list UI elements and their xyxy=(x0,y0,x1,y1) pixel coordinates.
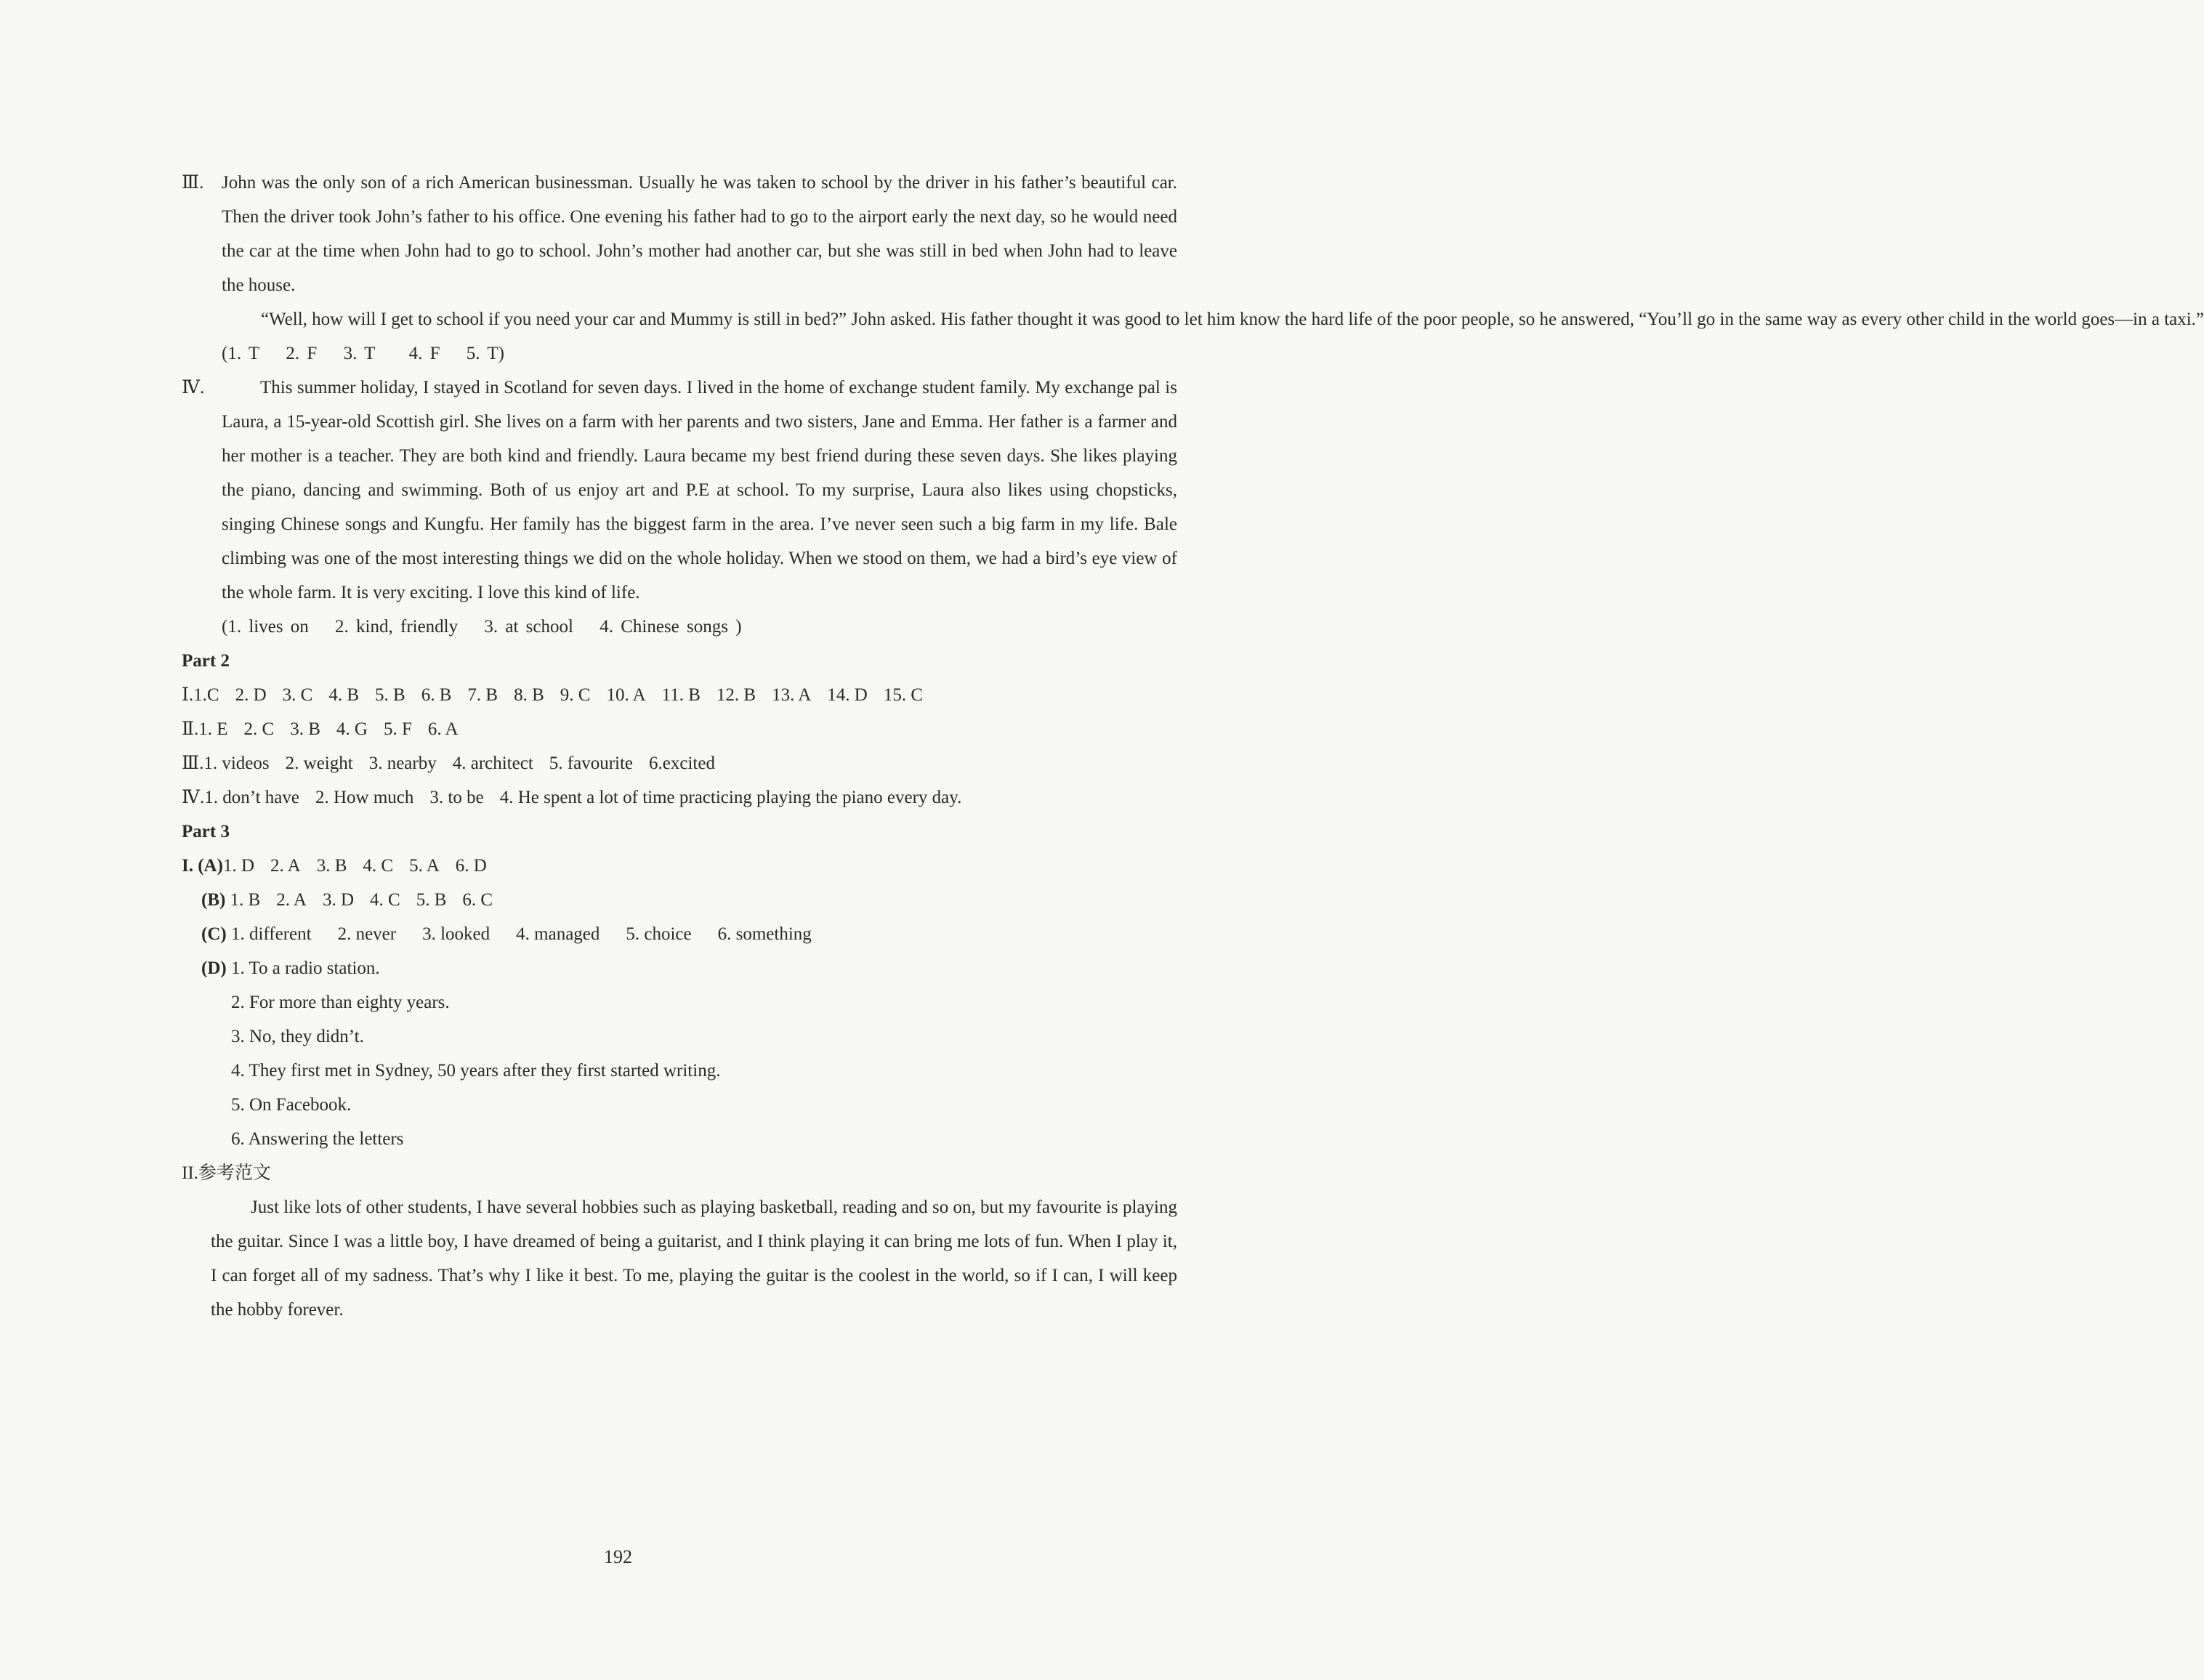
answer-item: 4. managed xyxy=(516,924,600,944)
section-3-answers xyxy=(222,336,1177,371)
answer-item: 3. at school xyxy=(484,617,573,637)
answer-item: 3. B xyxy=(316,856,347,876)
answer-item: (1. lives on xyxy=(222,617,309,637)
answer-item: 4. architect xyxy=(452,754,533,773)
answer-item: 3. T xyxy=(343,344,376,363)
d-answer-1: 1. To a radio station. xyxy=(230,958,380,978)
answer-item: 7. B xyxy=(467,685,498,705)
answer-item: 3. D xyxy=(322,890,355,910)
answer-item: 3. looked xyxy=(422,924,491,944)
answer-item: 5. B xyxy=(375,685,405,705)
answer-item: 2. F xyxy=(286,344,318,363)
subsection-a-items xyxy=(223,856,503,876)
answer-item: 1. different xyxy=(230,924,312,944)
part-2-line xyxy=(182,712,1177,746)
answer-item: 5. B xyxy=(416,890,447,910)
d-answer-5: 5. On Facebook. xyxy=(231,1095,352,1115)
answer-item: 1. videos xyxy=(203,754,270,773)
line-label: Ⅰ. xyxy=(182,685,194,705)
answer-item: 9. C xyxy=(560,685,591,705)
section-4-label: Ⅳ. xyxy=(182,378,205,397)
answer-item: 1. D xyxy=(222,856,255,876)
answer-item: 2. How much xyxy=(315,788,414,807)
answer-item: 4. G xyxy=(336,719,368,739)
answer-item: 15. C xyxy=(883,685,924,705)
part-2-line xyxy=(182,746,1177,780)
answer-item: 2. A xyxy=(270,856,301,876)
part-2-line xyxy=(182,678,1177,712)
answer-item: 14. D xyxy=(827,685,868,705)
page-content xyxy=(182,166,2204,1327)
answer-item: 12. B xyxy=(716,685,756,705)
section-4-paragraph: This summer holiday, I stayed in Scotland for seven days. I lived in the home of exchange student family. My exchange pal is Laura, a 15-year-old Scottish girl. She lives on a farm with her parents and two sisters, Jane and Emma. Her father is a farmer and her mother is a teacher. They are both kind and friendly. Laura became my best friend during these seven days. She likes playing the piano, dancing and swimming. Both of us enjoy art and P.E at school. To my surprise, Laura also likes using chopsticks, singing Chinese songs and Kungfu. Her family has the biggest farm in the area. I’ve never seen such a big farm in my life. Bale climbing was one of the most interesting things we did on the whole holiday. When we stood on them, we had a bird’s eye view of the whole farm. It is very exciting. I love this kind of life. xyxy=(222,378,1177,602)
answer-item: 6. something xyxy=(717,924,812,944)
answer-item: 3. nearby xyxy=(368,754,437,773)
answer-item: 11. B xyxy=(661,685,701,705)
answer-item: 6. A xyxy=(427,719,459,739)
answer-item: 6. C xyxy=(462,890,493,910)
section-3-paragraph-1: John was the only son of a rich American businessman. Usually he was taken to school by the driver in his father’s beautiful car. Then the driver took John’s father to his office. One evening his father had to go to the airport early the next day, so he would need the car at the time when John had to go to school. John’s mother had another car, but she was still in bed when John had to leave the house. xyxy=(222,173,1177,295)
answer-item: 10. A xyxy=(606,685,646,705)
answer-item: 1.C xyxy=(193,685,219,705)
answer-item: 4. Chinese songs ) xyxy=(600,617,742,637)
section-1-label: I. xyxy=(182,856,193,876)
section-4-answers xyxy=(222,610,1177,644)
answer-item: 6. D xyxy=(455,856,487,876)
answer-item: 4. C xyxy=(370,890,400,910)
answer-item: 1. B xyxy=(230,890,261,910)
subsection-d-label: (D) xyxy=(201,958,227,978)
answer-item: 3. to be xyxy=(429,788,484,807)
answer-item: 5. F xyxy=(383,719,412,739)
subsection-b-items xyxy=(230,890,509,910)
subsection-c-label: (C) xyxy=(201,924,227,944)
subsection-a-label: (A) xyxy=(198,856,223,876)
section-3-paragraph-2: “Well, how will I get to school if you need your car and Mummy is still in bed?” John asked. His father thought it was good to let him know the hard life of the poor people, so he answered, “You’ll go in the same way as every other child in the world goes—in a taxi.” xyxy=(261,310,2204,329)
answer-item: 5. choice xyxy=(626,924,692,944)
answer-item: 2. weight xyxy=(285,754,353,773)
answer-item: 4. B xyxy=(328,685,360,705)
part-2-answers xyxy=(182,678,1177,815)
d-answer-4: 4. They first met in Sydney, 50 years after they first started writing. xyxy=(231,1061,721,1081)
answer-item: 2. D xyxy=(235,685,267,705)
answer-item: 5. A xyxy=(409,856,440,876)
line-label: Ⅱ. xyxy=(182,719,199,739)
part-2-line xyxy=(182,780,1177,815)
section-4 xyxy=(182,371,1177,644)
answer-item: 2. kind, friendly xyxy=(335,617,459,637)
answer-item: 2. C xyxy=(243,719,275,739)
answer-item: 4. F xyxy=(408,344,440,363)
answer-item: 1. E xyxy=(198,719,228,739)
part-3-subsection-b xyxy=(201,883,1177,917)
line-label: Ⅳ. xyxy=(182,788,205,807)
section-3-label: Ⅲ. xyxy=(182,173,204,193)
answer-item: 6. B xyxy=(421,685,452,705)
subsection-c-items xyxy=(231,924,838,944)
answer-item: 2. never xyxy=(337,924,397,944)
subsection-b-label: (B) xyxy=(201,890,226,910)
essay-label: II.参考范文 xyxy=(182,1163,271,1183)
answer-item: 5. favourite xyxy=(549,754,634,773)
answer-item: (1. T xyxy=(222,344,260,363)
d-answer-2: 2. For more than eighty years. xyxy=(231,993,450,1012)
section-3 xyxy=(182,166,2204,371)
d-answer-6: 6. Answering the letters xyxy=(231,1129,404,1149)
answer-item: 1. don’t have xyxy=(204,788,299,807)
part-3-subsection-c xyxy=(201,917,1177,951)
essay-text: Just like lots of other students, I have several hobbies such as playing basketball, reading and so on, but my favourite is playing the guitar. Since I was a little boy, I have dreamed of being a guitarist, and I think playing it can bring me lots of fun. When I play it, I can forget all of my sadness. That’s why I like it best. To me, playing the guitar is the coolest in the world, so if I can, I will keep the hobby forever. xyxy=(211,1198,1177,1320)
part-2-title: Part 2 xyxy=(182,651,230,671)
part-3-title: Part 3 xyxy=(182,822,230,841)
answer-item: 3. B xyxy=(290,719,320,739)
answer-item: 6.excited xyxy=(649,754,715,773)
answer-item: 8. B xyxy=(514,685,544,705)
line-label: Ⅲ. xyxy=(182,754,204,773)
answer-item: 13. A xyxy=(772,685,812,705)
page-number: 192 xyxy=(604,1546,632,1567)
part-3-section-1-a xyxy=(182,849,1177,883)
answer-item: 2. A xyxy=(276,890,307,910)
d-answer-3: 3. No, they didn’t. xyxy=(231,1027,364,1046)
answer-item: 4. He spent a lot of time practicing playing the piano every day. xyxy=(499,788,962,807)
part-3-subsection-d xyxy=(201,951,1177,985)
answer-item: 5. T) xyxy=(466,344,504,363)
answer-item: 4. C xyxy=(363,856,394,876)
answer-item: 3. C xyxy=(282,685,313,705)
